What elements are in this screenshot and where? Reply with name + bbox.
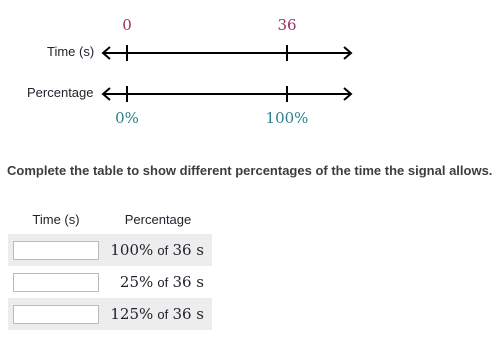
percentage-tick-label-start: 0% <box>115 109 139 127</box>
percentage-tick-label-end: 100% <box>265 109 309 127</box>
time-number-line <box>103 45 351 61</box>
amount-value: 36 s <box>172 241 204 259</box>
table-row <box>8 298 212 330</box>
percentage-column-header: Percentage <box>124 211 192 227</box>
double-number-line <box>0 0 503 140</box>
of-word: of <box>157 243 169 258</box>
time-axis-label: Time (s) <box>47 44 95 59</box>
time-cell <box>8 273 104 292</box>
time-answer-input-25[interactable] <box>13 273 99 292</box>
percentage-number-line <box>103 86 351 102</box>
time-cell <box>8 305 104 324</box>
percentage-cell <box>104 305 212 323</box>
table-row <box>8 266 212 298</box>
amount-value: 36 s <box>172 305 204 323</box>
time-tick-label-end: 36 <box>277 16 297 34</box>
table-header <box>8 204 212 234</box>
time-cell <box>8 241 104 260</box>
percent-value: 25% <box>119 273 154 291</box>
table-row <box>8 234 212 266</box>
amount-value: 36 s <box>172 273 204 291</box>
percent-value: 125% <box>110 305 154 323</box>
percentage-axis-label: Percentage <box>27 85 94 100</box>
percentage-cell <box>104 273 212 291</box>
answer-table <box>8 204 212 330</box>
question-prompt: Complete the table to show different percentages of the time the signal allows. <box>7 163 493 178</box>
time-column-header: Time (s) <box>32 211 80 227</box>
of-word: of <box>157 307 169 322</box>
percentage-cell <box>104 241 212 259</box>
percent-value: 100% <box>110 241 154 259</box>
time-answer-input-125[interactable] <box>13 305 99 324</box>
number-line-drawing <box>0 0 503 140</box>
of-word: of <box>157 275 169 290</box>
time-answer-input-100[interactable] <box>13 241 99 260</box>
time-tick-label-start: 0 <box>122 16 132 34</box>
